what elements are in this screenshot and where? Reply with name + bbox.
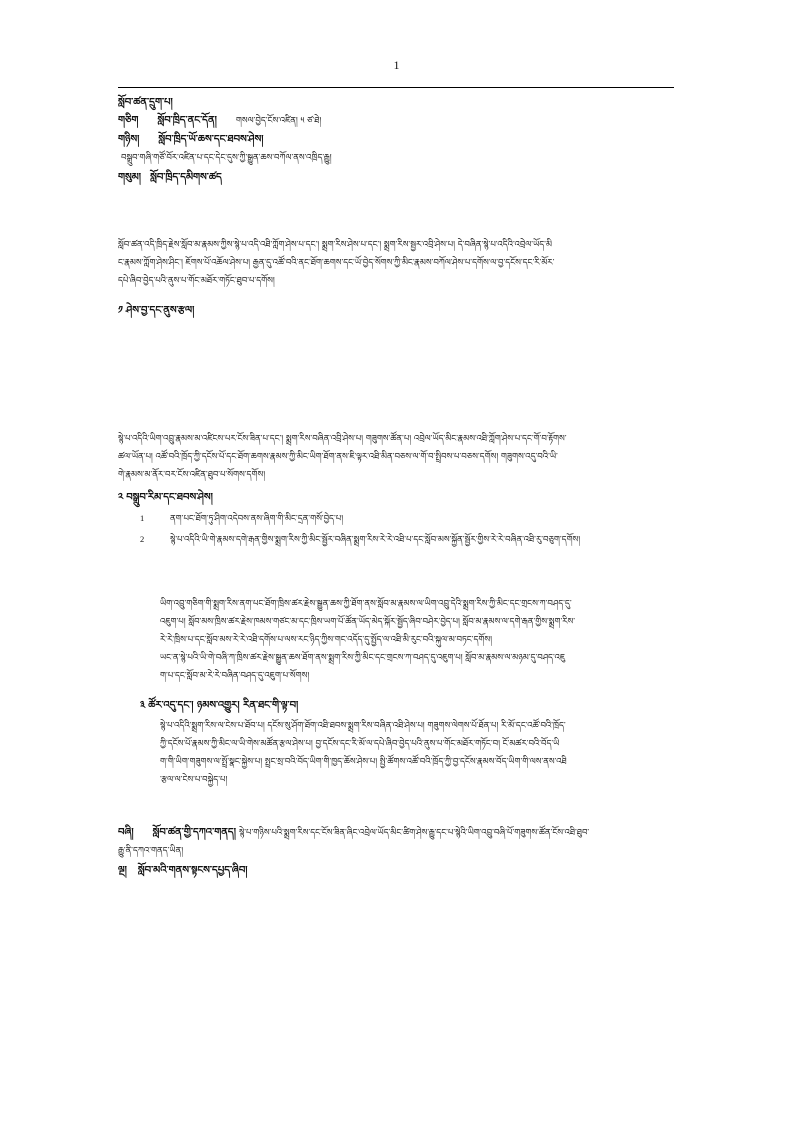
method-detail-paragraph [160, 595, 674, 685]
section-difficulty-title: སློབ་ཚན་གྱི་དཀའ་གནད། [152, 827, 236, 838]
paragraph-line: ་རྩལ་ལ་ངེས་པ་བསྐྱེད་པ། [160, 775, 228, 785]
method-item [140, 533, 580, 547]
paragraph-line: ཡིག་འབྲུ་གཅིག་གི་སྨྲག་རིས་ནག་པང་ཐོག་ཁྲིས་ཚར་རྗེས་སྒྱུན་ཆས་ཀྱི་ཐོག་ནས་སློབ་མ་རྣམས་ལ་ཡིག་འབྲུ་དེའི་སྨྲག་རིས་ཀྱི་མིང་དང་གྲངས་ཀ་བཤད་དུ་ [160, 599, 572, 609]
paragraph-line: ག་པ་དང་སློབ་མ་རེ་རེ་བཞིན་བཤད་དུ་འཇུག་པ་སོགས། [160, 671, 310, 681]
paragraph-line: ཡང་ན་སྙེ་པའི་ཡི་གེ་བཞི་ཀ་ཁྲིས་ཚར་རྗེས་སྒྱུན་ཆས་ཐོག་ནས་སྨྲག་རིས་ཀྱི་མིང་དང་གྲངས་ཀ་བཤད་དུ་འཇུག་པ། སློབ་མ་རྣམས་ལ་མཉམ་དུ་བཤད་འཇུ [160, 653, 566, 663]
toc-item-1 [118, 114, 321, 128]
method-item [140, 512, 343, 526]
section-values-label: ༣ [140, 700, 146, 711]
section-student-analysis [118, 864, 247, 877]
values-paragraph [160, 717, 674, 789]
section-student-analysis-label: ལྔ། [118, 865, 127, 876]
section-difficulty-text-continued: རྒྱུ་ནི་དཀའ་གནད་ཡིན། [118, 846, 184, 856]
method-item-number: 2 [140, 534, 145, 544]
paragraph-line: དཔེ་ཞིབ་བྱེད་པའི་ནུས་པ་གོང་མཐོར་གཏོང་ཐུབ་པ་དགོས། [118, 276, 275, 286]
section-knowledge-heading [118, 304, 194, 317]
section-difficulty-label: བཞི། [118, 827, 134, 838]
paragraph-line: རེ་རེ་ཁྲིས་པ་དང་སློབ་མས་རེ་རེ་འཐི་དགོས་པ་ལས་རང་ཉིད་ཀྱིས་གང་འདོད་དུ་སྤྱོད་ལ་འཐི་མི་རུང་བའི་སྐུལ་མ་བཏང་དགོས། [160, 635, 492, 645]
lesson-title: སློབ་ཚན་དྲུག་པ། [118, 97, 173, 108]
toc-item-1-note: གསལ་བྱེད་ངོས་འཛིན། ༥ ཙ་ཐེ། [235, 116, 322, 126]
paragraph-line: ཀྱི་དངོས་པོ་རྣམས་ཀྱི་མིང་ལ་ཡི་གེས་མཚོན་རྩལ་ཤེས་པ། བྱ་དངོས་དང་རི་མོ་ལ་དཔེ་ཞིབ་བྱེད་པའི་ནུས་པ་གོང་མཐོར་གཏོང་བ། ངོ་མཚར་བའི་བོད་ཡི [160, 739, 560, 749]
toc-item-1-title: སློབ་ཁྲིད་ནང་དོན། [157, 115, 217, 126]
toc-item-3 [118, 171, 222, 184]
toc-item-3-title: སློབ་ཁྲིད་དམིགས་ཚད [150, 172, 222, 183]
section-method-title: བསྒྲུབ་རིམ་དང་ཐབས་ཤེས། [126, 492, 213, 503]
paragraph-line: སློབ་ཚན་འདི་ཁྲིད་རྗེས་སློབ་མ་རྣམས་ཀྱིས་སྙེ་པ་འདི་འཐི་ཀློག་ཤེས་པ་དང་། སྨྲག་རིས་ཤེས་པ་དང་། སྨྲག་རིས་སྦྱར་འབྲི་ཤེས་པ། དེ་བཞིན་སྙེ་པ་འདིའི་འབྲེལ་ཡོད་མི [118, 240, 552, 250]
paragraph-line: སྙེ་པ་འདིའི་ཡིག་འབྲུ་རྣམས་མ་འཛིངས་པར་ངོས་ཟིན་པ་དང་། སྨྲག་རིས་བཞིན་འབྲི་ཤེས་པ། གཟུགས་ཚོན་པ། འབྲེལ་ཡོད་མིང་རྣམས་འཐི་ཀློག་ཤེས་པ་དང་གོ་བ་རྟོགས་ [118, 434, 567, 444]
toc-item-2 [118, 133, 263, 146]
section-knowledge-title: ཤེས་བྱ་དང་ནུས་རྩལ། [125, 305, 195, 316]
section-difficulty [118, 826, 589, 840]
section-method-label: ༢ [118, 492, 124, 503]
page-number: 1 [393, 58, 400, 72]
section-knowledge-label: ༡ [118, 305, 123, 316]
knowledge-paragraph [118, 430, 674, 484]
paragraph-line: གེ་རྣམས་མ་ནོར་བར་ངོས་འཛིན་ཐུབ་པ་སོགས་དགོས། [118, 470, 266, 480]
toc-item-3-label: གསུམ། [118, 172, 142, 183]
method-item-number: 1 [140, 513, 145, 523]
method-item-text: ནག་པང་ཐོག་ཏུ་ཤིག་འདེབས་ནས་ཞིག་གི་མིང་དྲན་གསོ་བྱེད་པ། [170, 514, 344, 524]
section-values-heading [140, 699, 298, 712]
section-student-analysis-title: སློབ་མའི་གནས་སྟངས་དཔྱད་ཞིབ། [137, 865, 248, 876]
paragraph-line: ང་རྣམས་ཀློག་ཤེས་ཤིང་། ཇོགས་པོ་འཆོལ་ཤེས་པ། རྒྱན་དུ་འཚོ་བའི་ནང་ཐོག་ཆགས་དང་ཡོ་བྱེད་སོགས་ཀྱི་མིང་རྣམས་བཀོལ་ཤེས་པ་དགོས་ལ་བྱ་དངོས་དང་རི་མོར་ [118, 258, 555, 268]
toc-item-2-title: སློབ་ཁྲིད་ཡོ་ཆས་དང་ཐབས་ཤེས། [158, 134, 264, 145]
method-item-text: སྙེ་པ་འདིའི་ཡི་གེ་རྣམས་དགེ་རྒན་གྱིས་སྨྲག་རིས་ཀྱི་མིང་སྦྱོར་བཞིན་སྨྲག་རིས་རེ་རེ་འཐི་པ་དང་སློབ་མས་སྐྱོན་སྦྱོར་གྱིས་རེ་རེ་བཞིན་འཐི་རུ་བཅུག་དགོས། [170, 535, 581, 545]
paragraph-line: འཇུག་པ། སློབ་མས་ཁྲིས་ཚར་རྗེས་ཁམས་གཙང་མ་དང་ཁྲིས་ཡག་པོ་ཚོན་ཡོད་མེད་སྐོར་སྦྱོད་ཞིབ་བཤེར་བྱེད་པ། སློབ་མ་རྣམས་ལ་དགེ་རྒན་གྱིས་སྨྲག་རིས་ [160, 617, 576, 627]
section-values-title: ཚོར་འདུ་དང་། ཉམས་འགྱུར། རིན་ཐང་གི་ལྟ་བ། [148, 700, 299, 711]
toc-item-1-label: གཅིག [118, 115, 139, 126]
header-rule [118, 87, 674, 88]
section-difficulty-text: སྙེ་པ་གཉིས་པའི་སྨྲག་རིས་དང་ངོས་ཟིན་ཞིང་འབྲེལ་ཡོད་མིང་ཚིག་ཤེས་རྒྱུ་དང་པ་སྙེའི་ཡིག་འབྲུ་བཞི་པོ་གཟུགས་ཚོན་ངོས་འཐི་ཐུབ་ [238, 828, 590, 838]
toc-item-2-note: བསྒྲུབ་གཞི་གཙོ་བོར་འཛིན་པ་དང་དེང་དུས་ཀྱི་སྒྱུན་ཆས་བཀོལ་ནས་འཁྲིད་རྒྱུ། [121, 153, 332, 163]
paragraph-line: སྙེ་པ་འདིའི་སྨྲག་རིས་ལ་ངེས་པ་ཐོབ་པ། དངོས་སུ་ཤོག་ཐོག་འཐི་ཐབས་སྨྲག་རིས་བཞིན་འཐི་ཤེས་པ། གཟུགས་ལེགས་པོ་ཐོན་པ། རི་མོ་དང་འཚོ་བའི་ཁྲོད་ [160, 721, 566, 731]
section-method-heading [118, 491, 213, 504]
toc-item-2-label: གཉིས། [118, 134, 140, 145]
paragraph-line: ཚལ་ཡོན་པ། འཚོ་བའི་ཁྲོད་ཀྱི་དངོས་པོ་དང་ཐོག་ཆགས་རྣམས་ཀྱི་མིང་ཡིག་ཐོག་ནས་ཇི་ལྟར་འཐི་མིན་བཅས་ལ་གོ་བ་སྤྲིབས་པ་བཅས་དགོས། གཟུགས་འདུ་བའི་ཡི་ [118, 452, 558, 462]
objectives-paragraph [118, 236, 674, 290]
paragraph-line: ག་གི་ཡིག་གཟུགས་ལ་སྤྲོ་སྣང་སྐྱེས་པ། སྤྲང་སྲ་བའི་བོད་ཡིག་གི་ཁྱད་ཆོས་ཤེས་པ། སྤྱི་ཚོགས་འཚོ་བའི་ཁྲོད་ཀྱི་བྱ་དངོས་རྣམས་བོད་ཡིག་གི་ལས་ནས་འཐི [160, 757, 567, 767]
